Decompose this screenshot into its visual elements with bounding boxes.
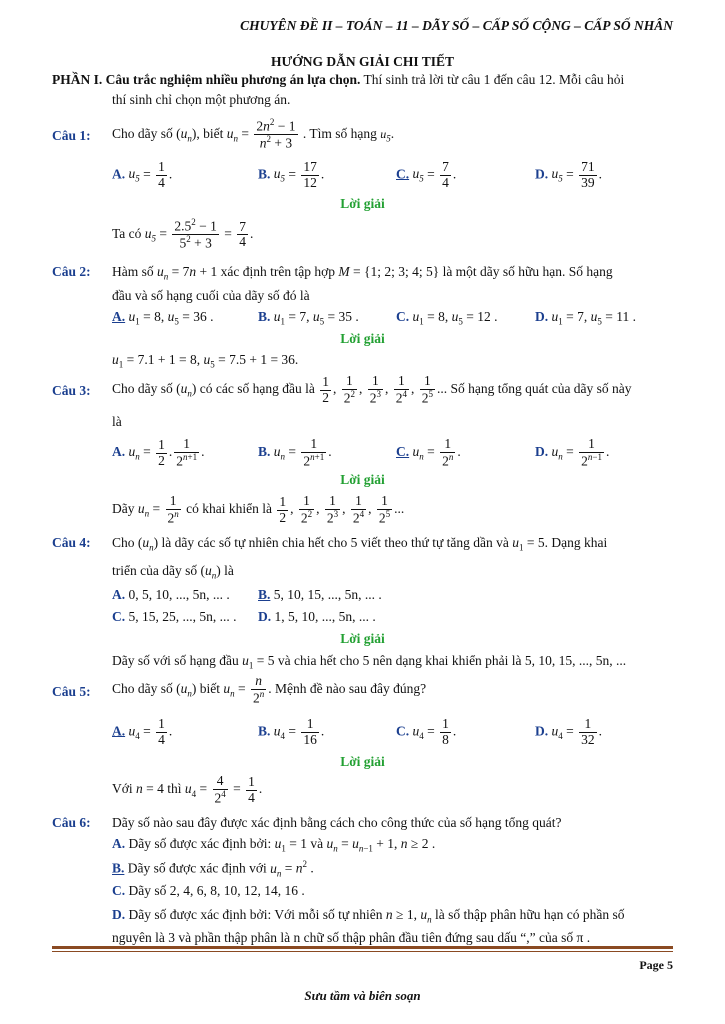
q2-text-2: đầu và số hạng cuối của dãy số đó là (112, 288, 310, 303)
q1-solution: Ta có $u_5$ = $\frac{2.5^2 - 1}{5^2 + 3}$ = $\frac{7}{4}$ . (112, 217, 254, 251)
option-letter: B. (258, 723, 271, 739)
option-letter: C. (396, 309, 410, 324)
option-letter: D. (112, 907, 126, 922)
q1-option-d[interactable]: D. $u_5$ = $\frac{71}{39}$ . (535, 159, 602, 190)
q2-text-1: Hàm số $u_n = 7n + 1$ xác định trên tập hợp M = {1; 2; 3; 4; 5} là một dãy số hữu hạn. Số hạng (112, 264, 613, 282)
q6-option-a-text: Dãy số được xác định bởi: (128, 836, 272, 851)
q2-label: Câu 2: (52, 264, 91, 279)
option-letter: A. (112, 587, 126, 602)
q4-option-a-text: 0, 5, 10, ..., 5n, ... . (128, 587, 230, 602)
q6-option-a-and: và (310, 836, 324, 851)
q4-line-2a: triển của dãy số (112, 563, 198, 578)
q4-text-2: triển của dãy số $(u_n)$ là (112, 563, 234, 581)
option-letter: A. (112, 309, 126, 324)
q2-option-c[interactable]: C. $u_1 = 8$, $u_5 = 12$ . (396, 309, 498, 327)
q6-option-d-text-1a: Dãy số được xác định bởi: Với mỗi số tự nhiên (128, 907, 383, 922)
page-header: CHUYÊN ĐỀ II – TOÁN – 11 – DÃY SỐ – CẤP SỐ CỘNG – CẤP SỐ NHÂN (240, 18, 673, 33)
q5-pre: Cho dãy số (112, 681, 173, 697)
q3-solution-label: Lời giải (340, 472, 385, 487)
q3-option-a[interactable]: A. $u_n$ = $\frac{1}{2}$ . $\frac{1}{2^{n+1}}$ . (112, 436, 205, 469)
q5-text: Cho dãy số $(u_n)$ biết $u_n$ = $\frac{n}{2^n}$ . Mệnh đề nào sau đây đúng? (112, 673, 427, 706)
q2-option-a[interactable]: A. $u_1 = 8$, $u_5 = 36$ . (112, 309, 214, 327)
q2-solution-label: Lời giải (340, 331, 385, 346)
q6-option-c-text: Dãy số 2, 4, 6, 8, 10, 12, 14, 16 . (128, 883, 305, 898)
option-letter: B. (258, 309, 271, 324)
option-letter: A. (112, 723, 126, 739)
q1-option-c[interactable]: C. $u_5$ = $\frac{7}{4}$ . (396, 159, 457, 190)
option-letter: D. (535, 723, 549, 739)
option-letter: B. (258, 587, 271, 602)
q5-solution: Với n = 4 thì $u_4$ = $\frac{4}{2^4}$ = $\frac{1}{4}$ . (112, 773, 263, 806)
q3-option-b[interactable]: B. $u_n$ = $\frac{1}{2^{n+1}}$ . (258, 436, 332, 469)
q5-sol-a: Với (112, 781, 133, 797)
q1-post: . Tìm số hạng (302, 125, 377, 141)
option-letter: C. (396, 723, 410, 739)
q6-option-d-text-1b: là số thập phân hữu hạn có phần số (434, 907, 625, 922)
page-footer: Sưu tầm và biên soạn (304, 988, 421, 1003)
part-intro (52, 72, 624, 88)
q2-solution: $u_1 = 7.1 + 1 = 8$, $u_5 = 7.5 + 1 = 36$. (112, 352, 299, 370)
q3-post: ... Số hạng tổng quát của dãy số này (436, 381, 632, 397)
q3-sol-mid: có khai khiển là (186, 501, 272, 517)
q3-label: Câu 3: (52, 383, 91, 398)
q5-option-d[interactable]: D. $u_4$ = $\frac{1}{32}$ . (535, 716, 602, 747)
q4-option-c-text: 5, 15, 25, ..., 5n, ... . (128, 609, 237, 624)
q5-option-a[interactable]: A. $u_4$ = $\frac{1}{4}$ . (112, 716, 173, 747)
option-letter: A. (112, 444, 126, 460)
option-letter: C. (112, 883, 126, 898)
q2-option-b[interactable]: B. $u_1 = 7$, $u_5 = 35$ . (258, 309, 359, 327)
q4-post: . Dạng khai (544, 535, 608, 550)
option-letter: D. (535, 444, 549, 460)
q2-text-1a: Hàm số (112, 264, 154, 279)
q1-label: Câu 1: (52, 128, 91, 143)
part-text-1: Thí sinh trả lời từ câu 1 đến câu 12. Mỗi câu hỏi (363, 72, 625, 87)
footer-rule-thick (52, 946, 673, 949)
q6-option-d[interactable]: D. Dãy số được xác định bởi: Với mỗi số tự nhiên n ≥ 1, $u_n$ là số thập phân hữu hạn có phần số (112, 907, 625, 925)
page-number: Page 5 (639, 958, 673, 972)
q1-option-b[interactable]: B. $u_5$ = $\frac{17}{12}$ . (258, 159, 325, 190)
option-letter: D. (535, 309, 549, 324)
option-letter: B. (258, 444, 271, 460)
page-title: HƯỚNG DẪN GIẢI CHI TIẾT (270, 54, 455, 69)
q1-sol-pre: Ta có (112, 225, 142, 241)
q3-sol-pre: Dãy (112, 501, 135, 517)
q3-option-d[interactable]: D. $u_n$ = $\frac{1}{2^{n-1}}$ . (535, 436, 610, 469)
q3-solution: Dãy $u_n$ = $\frac{1}{2^n}$ có khai khiển là $\frac{1}{2}$ , $\frac{1}{2^2}$ , $\frac{1}{2^3}$ , $\frac{1}{2^4}$ , $\frac{1}{2^5}$ ... (112, 493, 405, 526)
q4-sol-b: và chia hết cho 5 nên dạng khai khiển phải là 5, 10, 15, ..., 5n, ... (277, 653, 627, 668)
q5-sol-b: thì (167, 781, 182, 797)
q1-text: Cho dãy số $(u_n)$, biết $u_n$ = $\frac{2n^2 - 1}{n^2 + 3}$ . Tìm số hạng $u_5$. (112, 117, 395, 151)
q3-pre: Cho dãy số (112, 381, 173, 397)
footer-rule-thin (52, 951, 673, 952)
q4-option-d[interactable] (258, 609, 376, 625)
q1-mid: , biết (196, 125, 224, 141)
q6-option-b[interactable]: B. Dãy số được xác định với $u_n = n^2$ . (112, 859, 314, 879)
q4-solution-label: Lời giải (340, 631, 385, 646)
option-letter: B. (258, 166, 271, 182)
q5-post: . Mệnh đề nào sau đây đúng? (268, 681, 427, 697)
q4-solution: Dãy số với số hạng đầu $u_1 = 5$ và chia hết cho 5 nên dạng khai khiển phải là 5, 10, 15, ..., 5n, ... (112, 653, 627, 671)
option-letter: B. (112, 860, 125, 876)
q4-option-b-text: 5, 10, 15, ..., 5n, ... . (273, 587, 382, 602)
q6-option-d-text-2: nguyên là 3 và phần thập phân là n chữ số thập phân đầu tiên đứng sau dấu “,” của số π . (112, 930, 591, 945)
q6-text: Dãy số nào sau đây được xác định bằng cách cho công thức của số hạng tổng quát? (112, 815, 562, 830)
q5-mid: biết (199, 681, 220, 697)
q3-mid: có các số hạng đầu là (199, 381, 315, 397)
q2-option-d[interactable]: D. $u_1 = 7$, $u_5 = 11$ . (535, 309, 636, 327)
q4-sol-a: Dãy số với số hạng đầu (112, 653, 239, 668)
q6-option-c[interactable] (112, 883, 305, 899)
q4-option-b[interactable] (258, 587, 382, 603)
q3-option-c[interactable]: C. $u_n$ = $\frac{1}{2^n}$ . (396, 436, 461, 469)
q6-label: Câu 6: (52, 815, 91, 830)
option-letter: D. (258, 609, 272, 624)
q6-option-a[interactable]: A. Dãy số được xác định bởi: $u_1 = 1$ và $u_n = u_{n-1} + 1$, n ≥ 2 . (112, 836, 436, 854)
q3-line-2: là (112, 414, 122, 429)
q2-text-1c: là một dãy số hữu hạn. Số hạng (442, 264, 613, 279)
q6-option-b-text: Dãy số được xác định với (127, 860, 267, 876)
q2-text-1b: xác định trên tập hợp (220, 264, 335, 279)
q4-option-a[interactable] (112, 587, 230, 603)
q5-option-c[interactable]: C. $u_4$ = $\frac{1}{8}$ . (396, 716, 457, 747)
q4-mid: là dãy các số tự nhiên chia hết cho 5 viết theo thứ tự tăng dần và (161, 535, 509, 550)
q1-pre: Cho dãy số (112, 125, 173, 141)
q5-option-b[interactable]: B. $u_4$ = $\frac{1}{16}$ . (258, 716, 325, 747)
q5-solution-label: Lời giải (340, 754, 385, 769)
q4-label: Câu 4: (52, 535, 91, 550)
q1-option-a[interactable]: A. $u_5$ = $\frac{1}{4}$ . (112, 159, 173, 190)
option-letter: A. (112, 166, 126, 182)
option-letter: C. (112, 609, 126, 624)
q1-solution-label: Lời giải (340, 196, 385, 211)
option-letter: C. (396, 444, 410, 460)
q4-line-2b: là (224, 563, 234, 578)
q3-text: Cho dãy số $(u_n)$ có các số hạng đầu là $\frac{1}{2}$ , $\frac{1}{2^2}$ , $\frac{1}{2^3}$ , $\frac{1}{2^4}$ , $\frac{1}{2^5}$ ... Số hạng tổng quát của dãy số này (112, 373, 632, 406)
q4-pre: Cho (112, 535, 135, 550)
option-letter: C. (396, 166, 410, 182)
q5-label: Câu 5: (52, 684, 91, 699)
option-letter: D. (535, 166, 549, 182)
option-letter: A. (112, 836, 126, 851)
q4-option-c[interactable] (112, 609, 237, 625)
part-text-2: thí sinh chỉ chọn một phương án. (112, 92, 291, 107)
part-label: PHẦN I. Câu trắc nghiệm nhiều phương án lựa chọn. (52, 72, 361, 87)
q4-text-1: Cho $(u_n)$ là dãy các số tự nhiên chia hết cho 5 viết theo thứ tự tăng dần và $u_1 = 5$. Dạng khai (112, 535, 608, 553)
q4-option-d-text: 1, 5, 10, ..., 5n, ... . (274, 609, 376, 624)
